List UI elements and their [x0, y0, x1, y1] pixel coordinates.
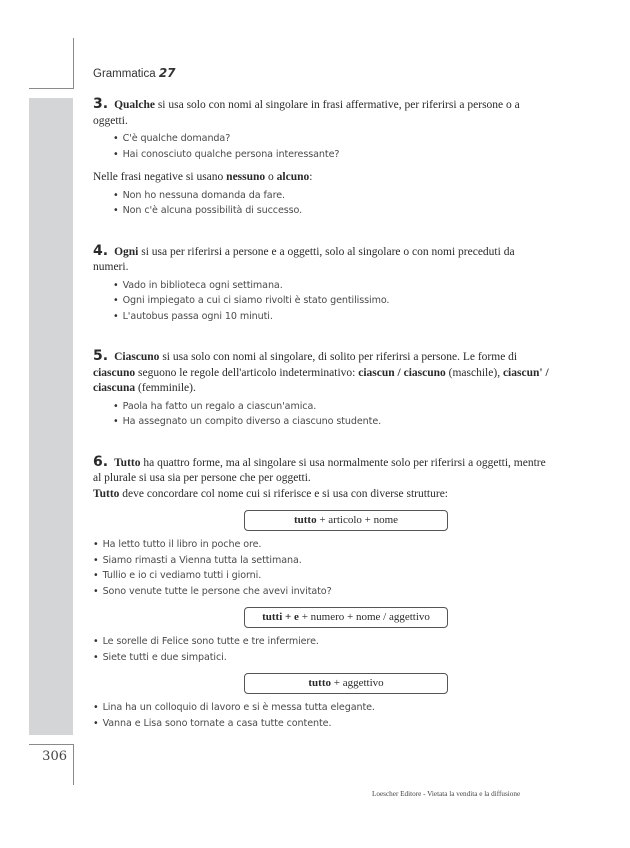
- keyword: ciascun / ciascuno: [358, 366, 446, 379]
- example-item: • Tullio e io ci vediamo tutti i giorni.: [93, 568, 549, 584]
- running-header: [93, 66, 176, 80]
- paragraph-text: deve concordare col nome cui si riferisce e si usa con diverse strutture:: [119, 487, 449, 500]
- example-list: [93, 278, 549, 325]
- section-paragraph: [93, 349, 549, 397]
- header-title: Grammatica: [93, 68, 156, 80]
- section-6: [93, 455, 549, 732]
- keyword: Ciascuno: [114, 351, 160, 363]
- example-item: • Hai conosciuto qualche persona interessante?: [113, 147, 549, 163]
- example-item: • L'autobus passa ogni 10 minuti.: [113, 309, 549, 325]
- example-item: • Non c'è alcuna possibilità di successo.: [113, 203, 549, 219]
- example-item: • Le sorelle di Felice sono tutte e tre infermiere.: [93, 634, 549, 650]
- example-item: • Paola ha fatto un regalo a ciascun'amica.: [113, 399, 549, 415]
- margin-sidebar: [29, 98, 73, 735]
- paragraph-text: seguono le regole dell'articolo indeterminativo:: [135, 366, 359, 379]
- section-4: [93, 244, 549, 325]
- keyword: alcuno: [276, 171, 310, 183]
- example-item: • Lina ha un colloquio di lavoro e si è messa tutta elegante.: [93, 700, 549, 716]
- section-number: 6.: [93, 453, 109, 470]
- example-item: • Ogni impiegato a cui ci siamo rivolti è stato gentilissimo.: [113, 293, 549, 309]
- example-list: [93, 188, 549, 219]
- example-item: • Non ho nessuna domanda da fare.: [113, 188, 549, 204]
- note-paragraph: [93, 170, 549, 186]
- paragraph-text: ha quattro forme, ma al singolare si usa normalmente solo per riferirsi a oggetti, mentre al plurale si usa sia per persone che per oggetti.: [93, 456, 546, 484]
- page-number: 306: [42, 749, 67, 764]
- structure-box: [244, 510, 448, 531]
- example-item: • Sono venute tutte le persone che avevi invitato?: [93, 584, 549, 600]
- page-corner-top: [29, 38, 74, 89]
- paragraph-text: si usa per riferirsi a persone e a oggetti, solo al singolare o con nomi preceduti da numeri.: [93, 245, 515, 273]
- note-text: Nelle frasi negative si usano: [93, 171, 227, 183]
- example-item: • Vanna e Lisa sono tornate a casa tutte contente.: [93, 716, 549, 732]
- section-paragraph: [93, 244, 549, 276]
- example-list: [93, 399, 549, 430]
- example-item: • C'è qualche domanda?: [113, 131, 549, 147]
- example-list: [93, 131, 549, 162]
- chapter-number: 27: [158, 66, 176, 80]
- structure-box: [244, 607, 448, 628]
- structure-text: + aggettivo: [330, 677, 384, 689]
- example-list: [93, 537, 549, 599]
- keyword: Ogni: [114, 245, 139, 258]
- keyword: Tutto: [93, 487, 120, 500]
- section-3: [93, 97, 549, 219]
- structure-text: + numero + nome / aggettivo: [298, 611, 430, 623]
- section-number: 4.: [93, 242, 109, 259]
- section-paragraph: [93, 487, 549, 503]
- keyword: nessuno: [226, 171, 266, 183]
- keyword: ciascun' / ciascuna: [93, 366, 549, 394]
- paragraph-text: (femminile).: [135, 382, 196, 394]
- structure-keyword: tutti + e: [262, 611, 299, 623]
- page-content: [93, 97, 549, 756]
- structure-keyword: tutto: [308, 677, 331, 689]
- page-corner-bottom: [29, 744, 74, 785]
- keyword: Tutto: [114, 456, 141, 469]
- example-item: • Ha assegnato un compito diverso a ciascuno studente.: [113, 414, 549, 430]
- paragraph-text: (maschile),: [445, 366, 503, 379]
- example-list: [93, 634, 549, 665]
- example-item: • Vado in biblioteca ogni settimana.: [113, 278, 549, 294]
- section-paragraph: [93, 455, 549, 487]
- paragraph-text: si usa solo con nomi al singolare in frasi affermative, per riferirsi a persone o a oggetti.: [93, 99, 520, 127]
- keyword: Qualche: [114, 99, 155, 111]
- note-text: o: [265, 171, 277, 183]
- section-number: 3.: [93, 96, 109, 112]
- example-item: • Ha letto tutto il libro in poche ore.: [93, 537, 549, 553]
- section-paragraph: [93, 97, 549, 129]
- example-item: • Siete tutti e due simpatici.: [93, 650, 549, 666]
- example-item: • Siamo rimasti a Vienna tutta la settimana.: [93, 553, 549, 569]
- paragraph-text: si usa solo con nomi al singolare, di solito per riferirsi a persone. Le forme di: [159, 351, 518, 363]
- structure-box: [244, 673, 448, 694]
- section-5: [93, 349, 549, 430]
- section-number: 5.: [93, 348, 109, 364]
- structure-keyword: tutto: [293, 514, 317, 526]
- note-text: :: [309, 171, 313, 183]
- keyword: ciascuno: [93, 366, 136, 379]
- example-list: [93, 700, 549, 731]
- structure-text: + articolo + nome: [316, 514, 399, 526]
- copyright-footer: Loescher Editore - Vietata la vendita e la diffusione: [372, 790, 521, 798]
